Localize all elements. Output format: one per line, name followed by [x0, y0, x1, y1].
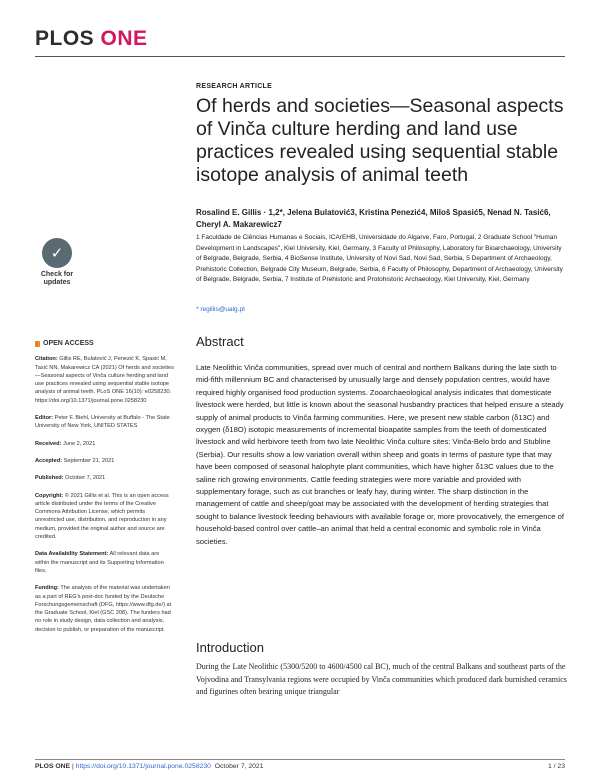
- article-type: RESEARCH ARTICLE: [196, 83, 273, 90]
- article-title: Of herds and societies—Seasonal aspects of Vinča culture herding and land use practices revealed using sequential stable isotope analysis of animal teeth: [196, 95, 564, 186]
- accepted-date: September 21, 2021: [63, 457, 115, 464]
- check-updates-icon: ✓: [42, 238, 72, 268]
- accepted-label: Accepted:: [35, 457, 63, 464]
- copyright-block: [35, 492, 175, 542]
- editor-block: [35, 414, 175, 431]
- published-block: [35, 474, 175, 482]
- header-rule: [35, 56, 565, 57]
- funding-label: Funding:: [35, 585, 59, 592]
- footer-rule: [35, 759, 565, 760]
- data-availability-label: Data Availability Statement:: [35, 551, 109, 558]
- check-updates-label: Check for updates: [40, 271, 74, 286]
- editor-text: Peter F. Biehl, University at Buffalo - The State University of New York, UNITED STATES: [35, 415, 170, 430]
- funding-block: [35, 584, 175, 634]
- footer-journal: PLOS ONE: [35, 763, 71, 770]
- introduction-text: During the Late Neolithic (5300/5200 to 4600/4500 cal BC), much of the central Balkans and southeast parts of the Vojvodina and Transylvania regions were occupied by Vinča communities which produced dark burnished ceramics and figurines often bearing unique triangular: [196, 662, 567, 696]
- received-label: Received:: [35, 440, 62, 447]
- received-block: [35, 440, 175, 448]
- article-info-sidebar: [35, 340, 175, 643]
- copyright-text: © 2021 Gillis et al. This is an open access article distributed under the terms of the Creative Commons Attribution License, which permits unrestricted use, distribution, and reproduction in any medium, provided the original author and source are credited.: [35, 492, 169, 541]
- logo-one: ONE: [100, 27, 148, 50]
- abstract-heading: Abstract: [196, 334, 244, 349]
- open-lock-icon: [35, 341, 40, 347]
- open-access-badge: [35, 340, 175, 348]
- editor-label: Editor:: [35, 415, 54, 422]
- correspondence-email-link[interactable]: * regillis@ualg.pt: [196, 306, 245, 313]
- journal-logo: [35, 27, 148, 51]
- open-access-label: OPEN ACCESS: [43, 340, 94, 347]
- published-date: October 7, 2021: [65, 475, 106, 482]
- published-label: Published:: [35, 475, 64, 482]
- author-list: Rosalind E. Gillis · 1,2*, Jelena Bulatović3, Kristina Penezić4, Miloš Spasić5, Nenad N. Tasić6, Cheryl A. Makarewicz7: [196, 208, 551, 229]
- citation-block: [35, 355, 175, 405]
- accepted-block: [35, 457, 175, 465]
- citation-label: Citation:: [35, 356, 58, 363]
- affiliations: 1 Faculdade de Ciências Humanas e Sociais, ICArEHB, Universidade do Algarve, Faro, Portugal, 2 Graduate School "Human Development in Landscapes", Kiel University, Kiel, Germany, 3 Faculty of Philosophy, Laboratory for Bioarchaeology, University of Belgrade, Belgrade, Serbia, 4 BioSense Institute, University of Novi Sad, Novi Sad, Serbia, 5 Department of Archaeology, Prehistoric Collection, Belgrade City Museum, Belgrade, Serbia, 6 Faculty of Philosophy, Department of Archaeology, University of Belgrade, Belgrade, Serbia, 7 Institute of Prehistoric and Protohistoric Archaeology, Kiel University, Kiel, Germany: [196, 234, 563, 283]
- correspondence[interactable]: [196, 306, 245, 313]
- check-for-updates-badge[interactable]: [35, 238, 79, 293]
- copyright-label: Copyright:: [35, 492, 64, 499]
- logo-plos: PLOS: [35, 27, 95, 50]
- received-date: June 2, 2021: [63, 440, 96, 447]
- citation-text: Gillis RE, Bulatović J, Penezić K, Spasić M, Tasić NN, Makarewicz CA (2021) Of herds and societies—Seasonal aspects of Vinča culture herding and land use practices revealed using sequential stable isotope analysis of animal teeth. PLoS ONE 16(10): e0258230. https://doi.org/10.1371/journal.pone.0258230: [35, 356, 174, 404]
- introduction-heading: Introduction: [196, 640, 264, 655]
- footer-doi-link[interactable]: https://doi.org/10.1371/journal.pone.0258230: [75, 763, 211, 770]
- footer-date: October 7, 2021: [214, 763, 264, 770]
- funding-text: The analysis of the material was undertaken as a part of REG's post-doc funded by the Deutsche Forschungsgemeinschaft (DFG, https://www.dfg.de/) at the Graduate School, Kiel (GSC 208). The funders had no role in study design, data collection and analysis, decision to publish, or preparation of the manuscript.: [35, 585, 172, 633]
- abstract-text: Late Neolithic Vinča communities, spread over much of central and northern Balkans during the late sixth to mid-fifth millennium BC and characterised by unusually large and densely population centres, would have required highly organised food production systems. Zooarchaeological analysis indicates that domesticate livestock were herded, but little is known about the seasonal husbandry practices that helped ensure a steady supply of animal products to Vinča farming communities. Here, we present new stable carbon (δ13C) and oxygen (δ18O) isotopic measurements of incremental bioapatite samples from the teeth of domesticated livestock and wild herbivore teeth from two late Neolithic Vinča culture sites: Vinča-Belo brdo and Stubline (Serbia). Our results show a low variation overall within sheep and goats in terms of pasture type that may have been composed of seasonal halophyte plant communities, which have higher δ13C values due to the saline rich growing environments. Cattle feeding strategies were more variable and provided with supplementary forage, such as cut branches or leafy hay, during winter. The sharp distinction in the management of cattle and sheep/goat may be associated with the development of herding strategies that sought to balance livestock feeding behaviours with available forage or, more provocatively, the emergence of household-based control over cattle–an animal that held a central economic and symbolic role in Vinča societies.: [196, 363, 564, 546]
- data-availability-text: All relevant data are within the manuscript and its Supporting Information files.: [35, 551, 164, 574]
- page-footer: PLOS ONE | https://doi.org/10.1371/journal.pone.0258230 October 7, 2021: [35, 763, 264, 770]
- data-availability-block: [35, 550, 175, 575]
- page-number: 1 / 23: [547, 763, 565, 770]
